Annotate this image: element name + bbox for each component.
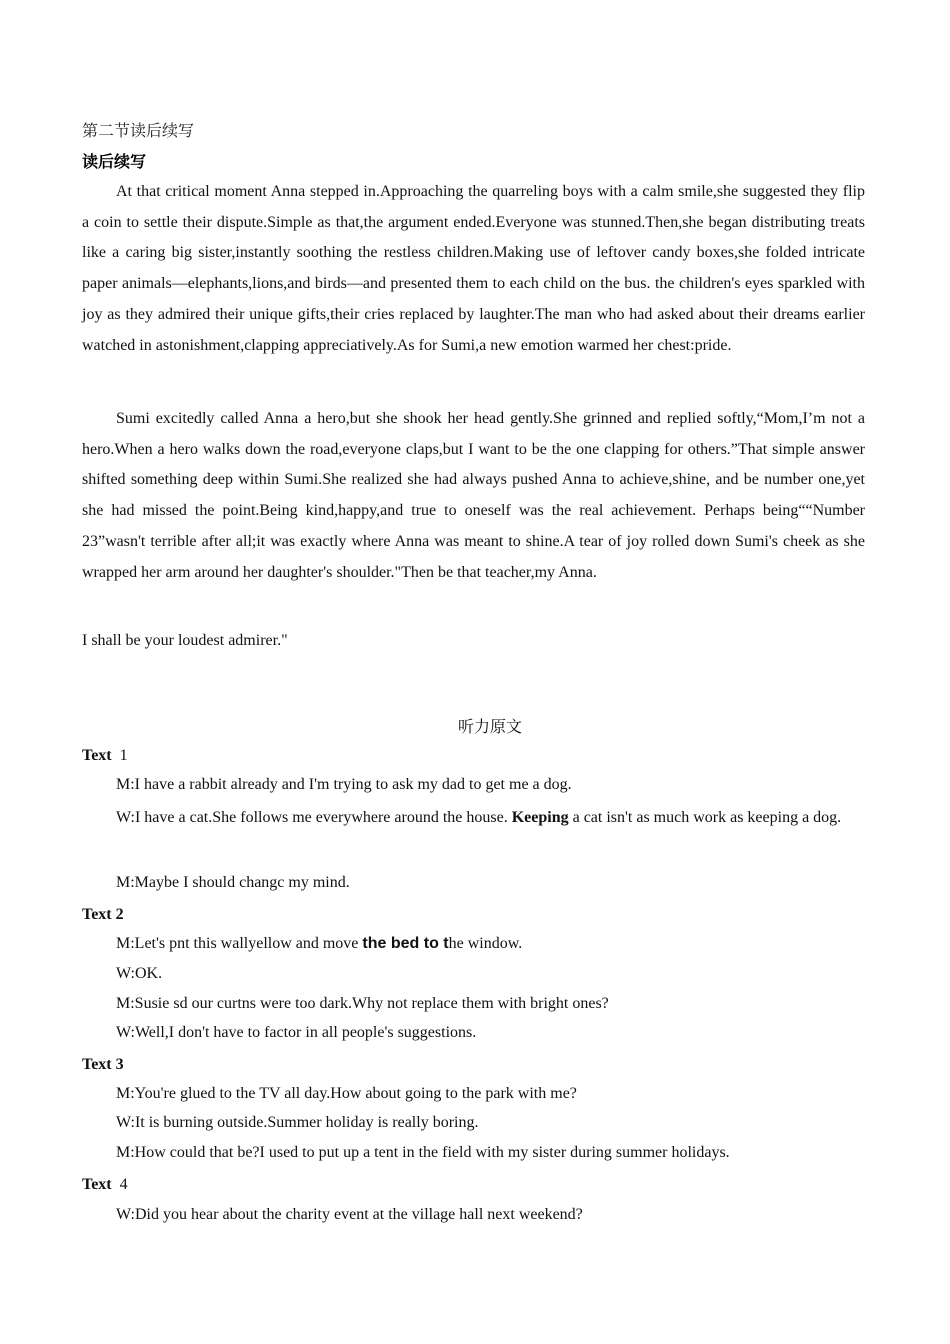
text-4-line-1: W:Did you hear about the charity event at the village hall next weekend? — [116, 1206, 583, 1223]
text-1-line-2 — [82, 804, 862, 832]
text-1-number: 1 — [119, 747, 128, 764]
text-3-label — [82, 1056, 124, 1074]
text-1-label — [82, 747, 128, 765]
text-1-line-3: M:Maybe I should changc my mind. — [116, 874, 350, 891]
text-2-line-4: W:Well,I don't have to factor in all people's suggestions. — [116, 1024, 477, 1041]
text-2-line-1-bold: the bed to t — [362, 935, 449, 952]
text-1-line-2-end: a cat isn't as much work as keeping a dog. — [568, 809, 842, 826]
text-2-line-3: M:Susie sd our curtns were too dark.Why not replace them with bright ones? — [116, 995, 609, 1012]
text-4-label-word: Text — [82, 1176, 112, 1193]
text-2-line-1-end: he window. — [448, 935, 523, 952]
text-1-line-2-bold: Keeping — [511, 809, 569, 826]
section-title: 第二节读后续写 — [82, 123, 195, 140]
continuation-paragraph-1: At that critical moment Anna stepped in.Approaching the quarreling boys with a calm smile,she suggested they flip a coin to settle their dispute.Simple as that,the argument ended.Everyone was stunned.Then,she began distributing treats like a caring big sister,instantly soothing the restless children.Making use of leftover candy boxes,she folded intricate paper animals—elephants,lions,and birds—and presented them to each child on the bus. the children's eyes sparkled with joy as they admired their unique gifts,their cries replaced by laughter.The man who had asked about their dreams earlier watched in astonishment,clapping appreciatively.As for Sumi,a new emotion warmed her chest:pride. — [82, 183, 865, 354]
text-4-number: 4 — [119, 1176, 128, 1193]
section-subtitle: 读后续写 — [82, 154, 147, 171]
text-3-line-1: M:You're glued to the TV all day.How about going to the park with me? — [116, 1085, 577, 1102]
text-3-label-word: Text 3 — [82, 1056, 124, 1073]
continuation-closing-line: I shall be your loudest admirer." — [82, 632, 288, 649]
text-1-label-word: Text — [82, 747, 112, 764]
text-2-line-1-start: M:Let's pnt this wallyellow and move — [116, 935, 363, 952]
text-1-line-2-start: W:I have a cat.She follows me everywhere around the house. — [116, 809, 512, 826]
text-4-label — [82, 1176, 128, 1194]
text-1-line-1: M:I have a rabbit already and I'm trying to ask my dad to get me a dog. — [116, 776, 572, 793]
text-2-line-1 — [116, 935, 522, 953]
continuation-paragraph-2: Sumi excitedly called Anna a hero,but she shook her head gently.She grinned and replied softly,“Mom,I’m not a hero.When a hero walks down the road,everyone claps,but I want to be the one clapping for others.”That simple answer shifted something deep within Sumi.She realized she had always pushed Anna to achieve,shine, and be number one,yet she had missed the point.Being kind,happy,and true to oneself was the real achievement. Perhaps being““Number 23”wasn't terrible after all;it was exactly where Anna was meant to shine.A tear of joy rolled down Sumi's cheek as she wrapped her arm around her daughter's shoulder."Then be that teacher,my Anna. — [82, 410, 865, 581]
text-2-label-word: Text 2 — [82, 906, 124, 923]
text-3-line-3: M:How could that be?I used to put up a tent in the field with my sister during summer holidays. — [116, 1144, 730, 1161]
text-2-label — [82, 906, 124, 924]
listening-title: 听力原文 — [457, 719, 522, 736]
text-3-line-2: W:It is burning outside.Summer holiday is really boring. — [116, 1114, 479, 1131]
text-2-line-2: W:OK. — [116, 965, 163, 982]
